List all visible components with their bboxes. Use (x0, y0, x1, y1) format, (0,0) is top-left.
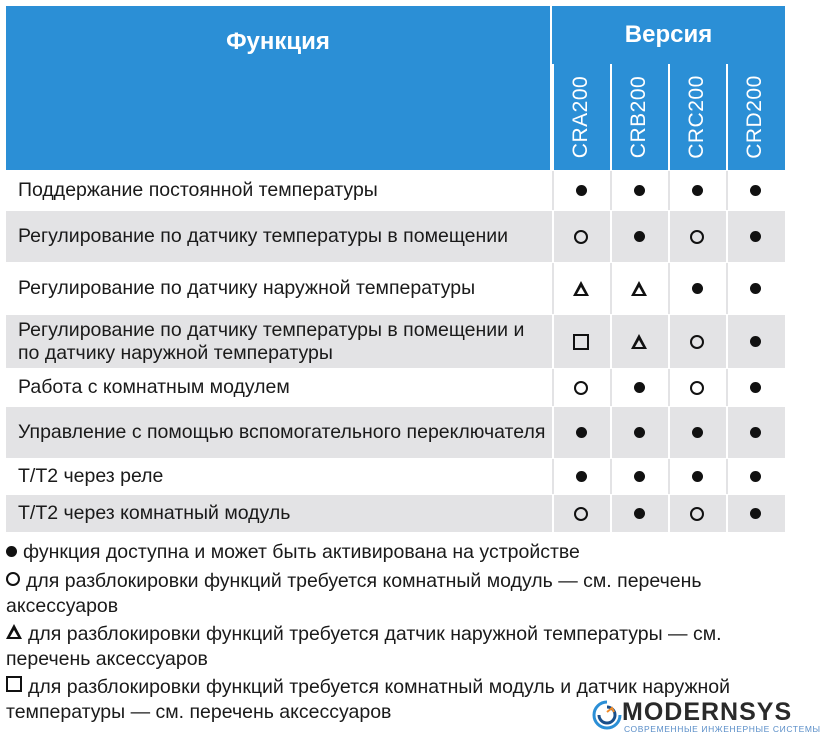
table-row (6, 495, 785, 533)
table-header (6, 6, 785, 170)
version-cell (668, 315, 724, 368)
hollow-square-icon (573, 334, 589, 350)
version-cell (668, 369, 724, 406)
function-label: Поддержание постоянной температуры (18, 179, 378, 201)
version-cell (726, 211, 782, 262)
version-label: CRC200 (685, 75, 708, 159)
logo-name: MODERNSYS (622, 698, 793, 726)
function-label: T/T2 через комнатный модуль (18, 502, 291, 524)
version-cell (726, 263, 782, 314)
function-label: Регулирование по датчику температуры в помещении (18, 225, 509, 247)
triangle-icon (573, 281, 589, 296)
hollow-circle-icon (690, 507, 704, 521)
filled-dot-icon (692, 471, 703, 482)
filled-dot-icon (634, 471, 645, 482)
filled-dot-icon (634, 382, 645, 393)
filled-dot-icon (576, 471, 587, 482)
version-column-cra200 (552, 64, 608, 170)
version-cell (610, 315, 666, 368)
version-cell (610, 459, 666, 494)
version-columns (552, 64, 785, 170)
legend-text: для разблокировки функций требуется комнатный модуль и датчик наружной температуры — см. перечень аксессуаров (6, 676, 731, 723)
version-label: CRD200 (743, 75, 766, 159)
function-label: T/T2 через реле (18, 465, 164, 487)
filled-dot-icon (576, 185, 587, 196)
filled-dot-icon (750, 508, 761, 519)
version-cell (726, 315, 782, 368)
version-cell (668, 263, 724, 314)
table-row (6, 369, 785, 407)
hollow-circle-icon (690, 230, 704, 244)
version-label: CRA200 (569, 75, 592, 159)
version-cell (668, 171, 724, 210)
table-row (6, 459, 785, 495)
version-cell (610, 495, 666, 532)
version-cell (726, 171, 782, 210)
filled-dot-icon (692, 427, 703, 438)
version-cell (552, 263, 608, 314)
filled-dot-icon (634, 185, 645, 196)
version-group-header (552, 6, 785, 64)
version-header-label: Версия (624, 21, 713, 48)
hollow-circle-icon (574, 507, 588, 521)
hollow-circle-icon (690, 335, 704, 349)
triangle-icon (6, 621, 22, 645)
version-cell (726, 369, 782, 406)
table-row (6, 407, 785, 459)
triangle-icon (631, 281, 647, 296)
version-column-crb200 (610, 64, 666, 170)
version-cell (552, 495, 608, 532)
version-cell (726, 407, 782, 458)
modernsys-logo (588, 694, 821, 738)
version-cell (610, 263, 666, 314)
triangle-icon (631, 334, 647, 349)
version-cell (668, 495, 724, 532)
version-cell (726, 459, 782, 494)
legend-item (6, 622, 746, 671)
filled-dot-icon (750, 382, 761, 393)
version-cell (610, 407, 666, 458)
function-header-label: Функция (226, 28, 330, 55)
filled-dot-icon (692, 283, 703, 294)
hollow-circle-icon (6, 568, 20, 592)
legend-text: для разблокировки функций требуется датчик наружной температуры — см. перечень аксессуаров (6, 623, 722, 670)
filled-dot-icon (692, 185, 703, 196)
filled-dot-icon (634, 508, 645, 519)
function-column-header (6, 6, 552, 170)
logo-mark-icon (592, 700, 622, 730)
version-cell (668, 407, 724, 458)
legend-item (6, 540, 746, 565)
version-cell (552, 459, 608, 494)
version-cell (610, 369, 666, 406)
version-label: CRB200 (627, 75, 650, 159)
table-row (6, 315, 785, 369)
hollow-circle-icon (574, 381, 588, 395)
version-cell (726, 495, 782, 532)
version-cell (552, 407, 608, 458)
function-label: Управление с помощью вспомогательного переключателя (18, 421, 546, 443)
version-cell (552, 369, 608, 406)
function-label: Регулирование по датчику температуры в помещении и по датчику наружной температуры (18, 318, 525, 364)
version-cell (552, 315, 608, 368)
version-cell (610, 211, 666, 262)
hollow-circle-icon (690, 381, 704, 395)
version-cell (668, 459, 724, 494)
filled-dot-icon (750, 283, 761, 294)
version-cell (610, 171, 666, 210)
function-label: Работа с комнатным модулем (18, 376, 290, 398)
filled-dot-icon (750, 231, 761, 242)
table-row (6, 171, 785, 211)
function-label: Регулирование по датчику наружной температуры (18, 277, 476, 299)
logo-tagline: СОВРЕМЕННЫЕ ИНЖЕНЕРНЫЕ СИСТЕМЫ (624, 724, 821, 734)
version-column-crd200 (726, 64, 782, 170)
legend-text: для разблокировки функций требуется комнатный модуль — см. перечень аксессуаров (6, 570, 702, 617)
hollow-circle-icon (574, 230, 588, 244)
version-column-crc200 (668, 64, 724, 170)
filled-dot-icon (634, 231, 645, 242)
filled-dot-icon (750, 471, 761, 482)
table-row (6, 211, 785, 263)
version-cell (668, 211, 724, 262)
version-cell (552, 171, 608, 210)
filled-dot-icon (576, 427, 587, 438)
filled-dot-icon (750, 427, 761, 438)
version-cell (552, 211, 608, 262)
filled-dot-icon (634, 427, 645, 438)
table-row (6, 263, 785, 315)
filled-dot-icon (6, 539, 17, 563)
filled-dot-icon (750, 336, 761, 347)
legend-text: функция доступна и может быть активирована на устройстве (23, 541, 580, 563)
legend-item (6, 569, 746, 618)
filled-dot-icon (750, 185, 761, 196)
hollow-square-icon (6, 674, 22, 698)
